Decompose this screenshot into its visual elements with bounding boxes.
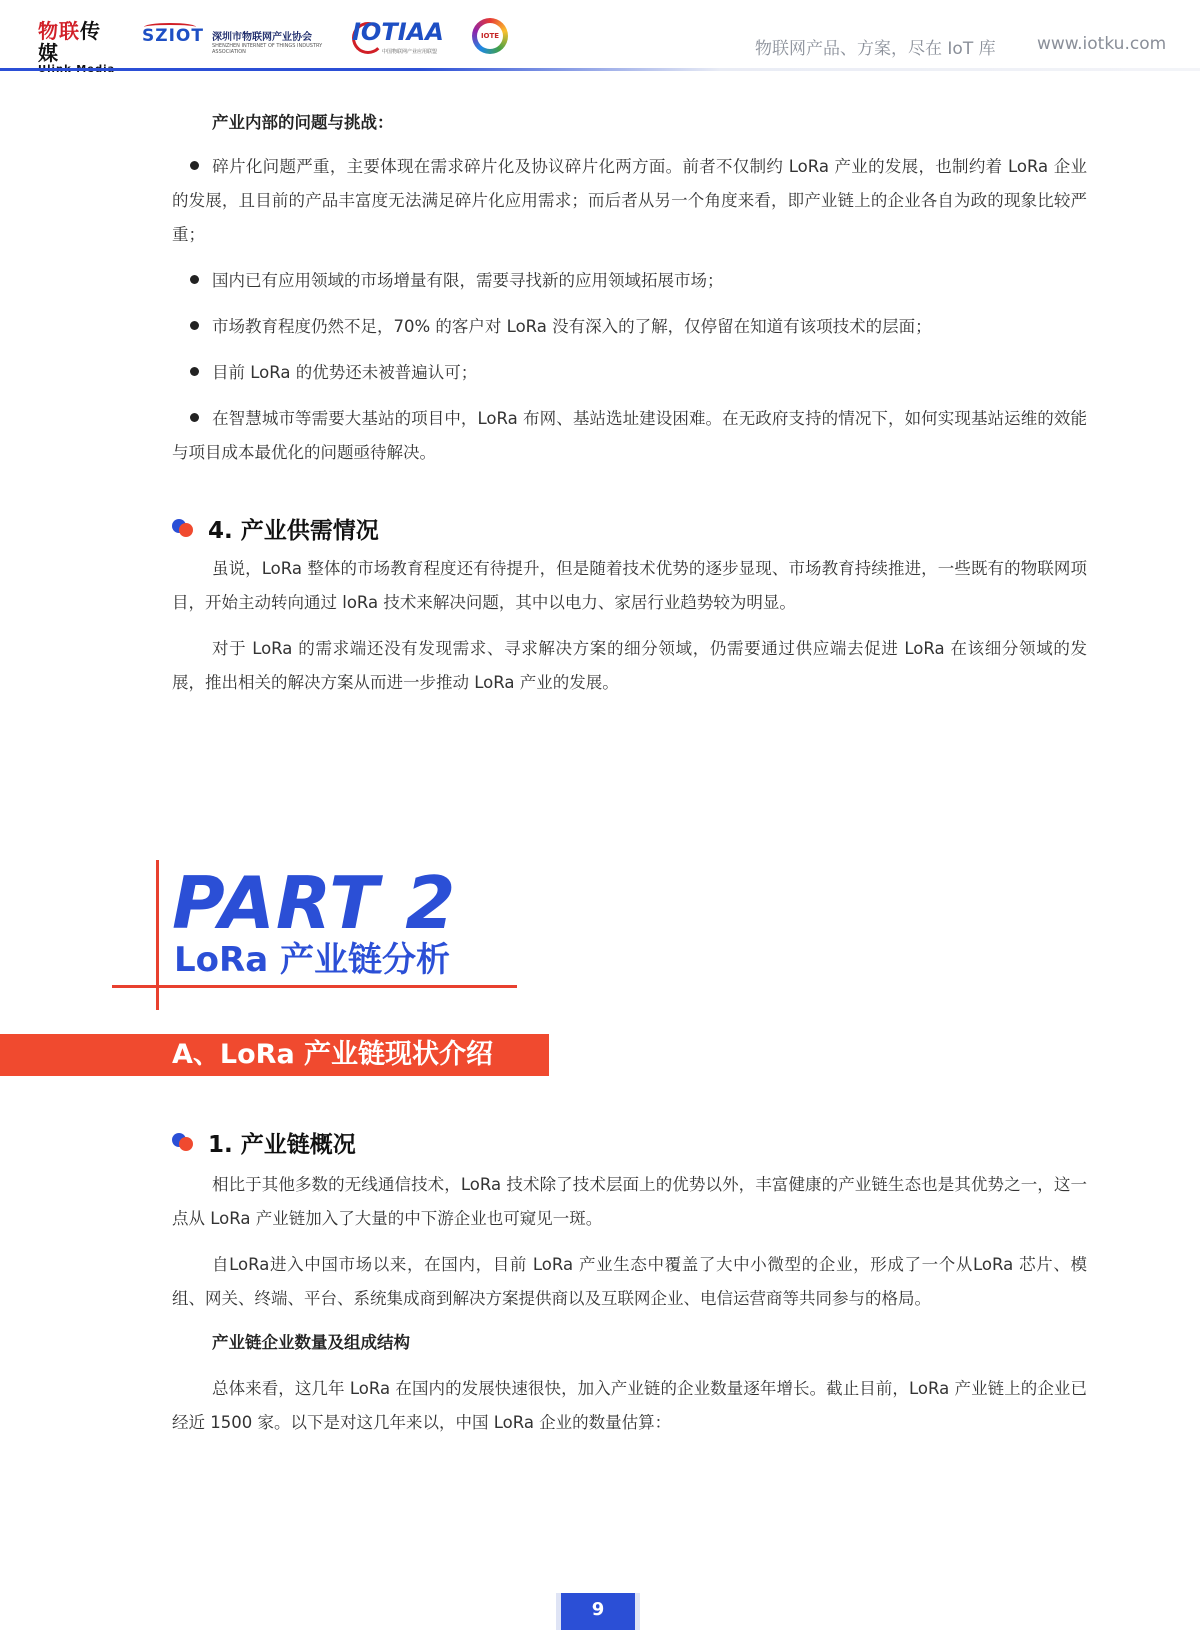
part-number: PART 2: [172, 861, 457, 945]
challenge-bullet: 国内已有应用领域的市场增量有限，需要寻找新的应用领域拓展市场；: [172, 264, 1087, 298]
section-bullet-icon: [172, 517, 196, 539]
challenge-bullet: 碎片化问题严重，主要体现在需求碎片化及协议碎片化两方面。前者不仅制约 LoRa 产业的发展，也制约着 LoRa 企业的发展，且目前的产品丰富度无法满足碎片化应用需求；而后者从另一个角度来看，即产业链上的企业各自为政的现象比较严重；: [172, 157, 1087, 244]
section-4-body: [172, 552, 1087, 700]
bullet-icon: [190, 275, 199, 284]
header-site-link[interactable]: www.iotku.com: [1037, 34, 1167, 54]
iote-logo-text: IOTE: [477, 23, 503, 49]
section-1-paragraph: 自LoRa进入中国市场以来，在国内，目前 LoRa 产业生态中覆盖了大中小微型的企业，形成了一个从LoRa 芯片、模组、网关、终端、平台、系统集成商到解决方案提供商以及互联网企业、电信运营商等共同参与的格局。: [172, 1255, 1087, 1308]
bullet-icon: [190, 321, 199, 330]
part-horizontal-rule: [112, 985, 517, 988]
part-subtitle: LoRa 产业链分析: [174, 940, 450, 980]
bullet-icon: [190, 161, 199, 170]
section-1-heading: [172, 1124, 356, 1160]
header-tagline: 物联网产品、方案，尽在 IoT 库: [755, 39, 996, 59]
iotiaa-logo: [352, 18, 447, 56]
section-4-title: 4. 产业供需情况: [208, 517, 379, 544]
sziot-logo-mark: SZIOT: [142, 26, 204, 46]
page-number: 9: [561, 1593, 635, 1630]
challenge-bullet: 市场教育程度仍然不足，70% 的客户对 LoRa 没有深入的了解，仅停留在知道有该项技术的层面；: [172, 310, 1087, 344]
section-1-body: [172, 1168, 1087, 1440]
section-1-subheading: 产业链企业数量及组成结构: [212, 1333, 410, 1352]
bullet-icon: [190, 413, 199, 422]
section-1-title: 1. 产业链概况: [208, 1131, 356, 1158]
section-1-closing-paragraph: 总体来看，这几年 LoRa 在国内的发展快速很快，加入产业链的企业数量逐年增长。截止目前，LoRa 产业链上的企业已经近 1500 家。以下是对这几年来以，中国 LoRa 企业的数量估算：: [172, 1379, 1087, 1432]
challenges-section: [172, 106, 1087, 470]
page-header: [0, 0, 1200, 72]
sziot-logo-cn: 深圳市物联网产业协会: [212, 32, 312, 43]
bullet-icon: [190, 367, 199, 376]
iotiaa-logo-sub: 中国物联网产业应用联盟: [382, 49, 438, 55]
chapter-band-title: A、LoRa 产业链现状介绍: [172, 1039, 494, 1070]
challenge-bullet: 目前 LoRa 的优势还未被普遍认可；: [172, 356, 1087, 390]
section-bullet-icon: [172, 1131, 196, 1153]
ulink-logo-cn-red: 物联: [38, 19, 80, 43]
section-1-paragraph: 相比于其他多数的无线通信技术，LoRa 技术除了技术层面上的优势以外，丰富健康的产业链生态也是其优势之一，这一点从 LoRa 产业链加入了大量的中下游企业也可窥见一斑。: [172, 1175, 1087, 1228]
sziot-logo-sub: SHENZHEN INTERNET OF THINGS INDUSTRY ASSOCIATION: [212, 43, 323, 55]
section-4-paragraph: 虽说，LoRa 整体的市场教育程度还有待提升，但是随着技术优势的逐步显现、市场教育持续推进，一些既有的物联网项目，开始主动转向通过 loRa 技术来解决问题，其中以电力、家居行业趋势较为明显。: [172, 559, 1087, 612]
ulink-logo-cn-black: 传媒: [38, 19, 101, 65]
sziot-logo: [142, 22, 332, 56]
section-4-paragraph: 对于 LoRa 的需求端还没有发现需求、寻求解决方案的细分领域，仍需要通过供应端去促进 LoRa 在该细分领域的发展，推出相关的解决方案从而进一步推动 LoRa 产业的发展。: [172, 639, 1087, 692]
ulink-media-logo: [38, 20, 118, 75]
challenges-heading: 产业内部的问题与挑战：: [212, 113, 394, 132]
section-4-heading: [172, 510, 379, 546]
header-divider: [0, 68, 1200, 71]
challenge-bullet: 在智慧城市等需要大基站的项目中，LoRa 布网、基站选址建设困难。在无政府支持的情况下，如何实现基站运维的效能与项目成本最优化的问题亟待解决。: [172, 409, 1087, 462]
iote-logo: [472, 18, 508, 54]
iotiaa-logo-mark: IOTIAA: [352, 18, 444, 46]
